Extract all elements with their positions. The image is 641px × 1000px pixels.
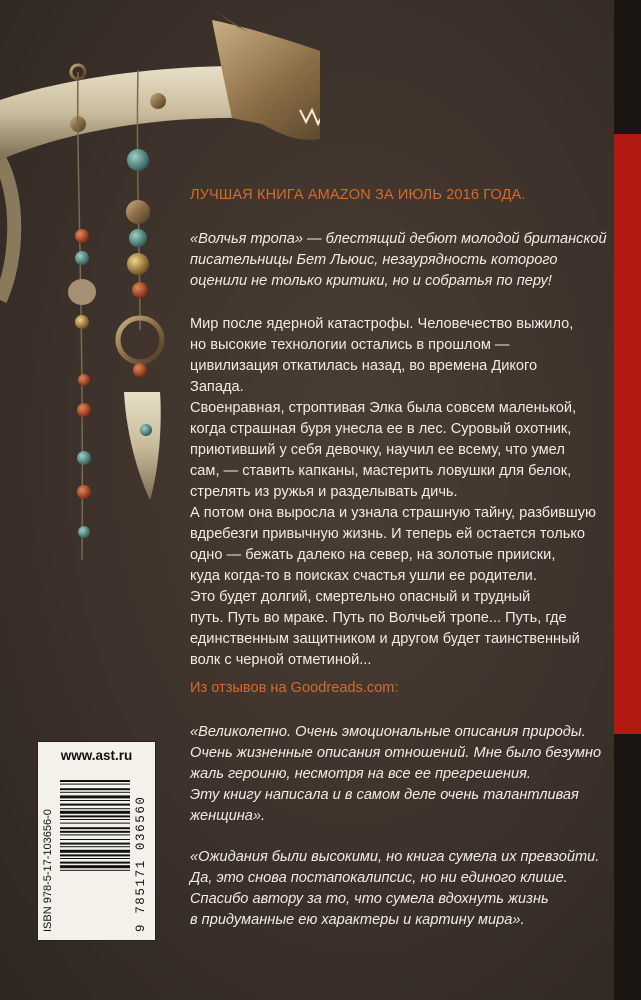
fang-pendant [124,392,161,500]
metal-bead [126,200,150,224]
synopsis-line: приютивший у себя девочку, научил ее всему, что умел [190,442,565,458]
review-line: жаль героиню, несмотря на все ее прегрешения. [190,766,531,782]
isbn-text: ISBN 978-5-17-103656-0 [42,809,54,932]
review-line: «Ожидания были высокими, но книга сумела их превзойти. [190,849,600,865]
barcode-panel [37,741,156,941]
barcode-icon [60,778,130,932]
synopsis-line: Своенравная, строптивая Элка была совсем маленькой, [190,400,577,416]
synopsis-line: но высокие технологии остались в прошлом — [190,337,510,353]
synopsis-line: Мир после ядерной катастрофы. Человечество выжило, [190,316,574,332]
synopsis-line: куда когда-то в поисках счастья ушли ее родители. [190,568,537,584]
review-line: Да, это снова постапокалипсис, но ни единого клише. [190,870,568,886]
synopsis-line: вдребезги привычную жизнь. И теперь ей остается только [190,526,585,542]
synopsis-line: А потом она выросла и узнала страшную тайну, разбившую [190,505,596,521]
review-line: женщина». [190,808,266,824]
synopsis-line: цивилизация откатилась назад, во времена Дикого [190,358,538,374]
reviews-heading: Из отзывов на Goodreads.com: [190,680,399,696]
publisher-url: www.ast.ru [60,748,133,763]
review-line: Спасибо автору за то, что сумела вдохнуть жизнь [190,891,549,907]
review-line: «Великолепно. Очень эмоциональные описания природы. [190,724,586,740]
intro-quote-line: «Волчья тропа» — блестящий дебют молодой британской [190,231,607,247]
review-quote-2 [190,847,598,931]
wolf-head [212,20,320,140]
synopsis-line: путь. Путь во мраке. Путь по Волчьей тропе... Путь, где [190,610,567,626]
review-line: Эту книгу написала и в самом деле очень талантливая [190,787,579,803]
staff-shaft [0,66,250,160]
synopsis-line: волк с черной отметиной... [190,652,372,668]
skull-bead [68,279,96,305]
synopsis-line: когда страшная буря унесла ее в лес. Суровый охотник, [190,421,572,437]
synopsis-line: одно — бежать далеко на север, на золотые прииски, [190,547,556,563]
review-line: Очень жизненные описания отношений. Мне было безумно [190,745,602,761]
review-line: в придуманные ею характеры и картину мира». [190,912,525,928]
barcode-digits: 9 785171 036560 [134,795,148,932]
review-quote-1 [190,722,602,827]
synopsis-line: Это будет долгий, смертельно опасный и трудный [190,589,531,605]
intro-quote-line: писательницы Бет Льюис, незаурядность которого [190,252,558,268]
award-headline: ЛУЧШАЯ КНИГА AMAZON ЗА ИЮЛЬ 2016 ГОДА. [190,187,526,203]
red-spine-band [614,134,641,734]
synopsis-line: Запада. [190,379,244,395]
intro-quote-line: оценили не только критики, но и собратья по перу! [190,273,552,289]
synopsis [190,314,598,671]
synopsis-line: стрелять из ружья и разделывать дичь. [190,484,458,500]
intro-quote [190,229,607,292]
synopsis-line: единственным защитником и другом будет таинственный [190,631,580,647]
rivet [150,93,166,109]
synopsis-line: сам, — ставить капканы, мастерить ловушки для белок, [190,463,572,479]
